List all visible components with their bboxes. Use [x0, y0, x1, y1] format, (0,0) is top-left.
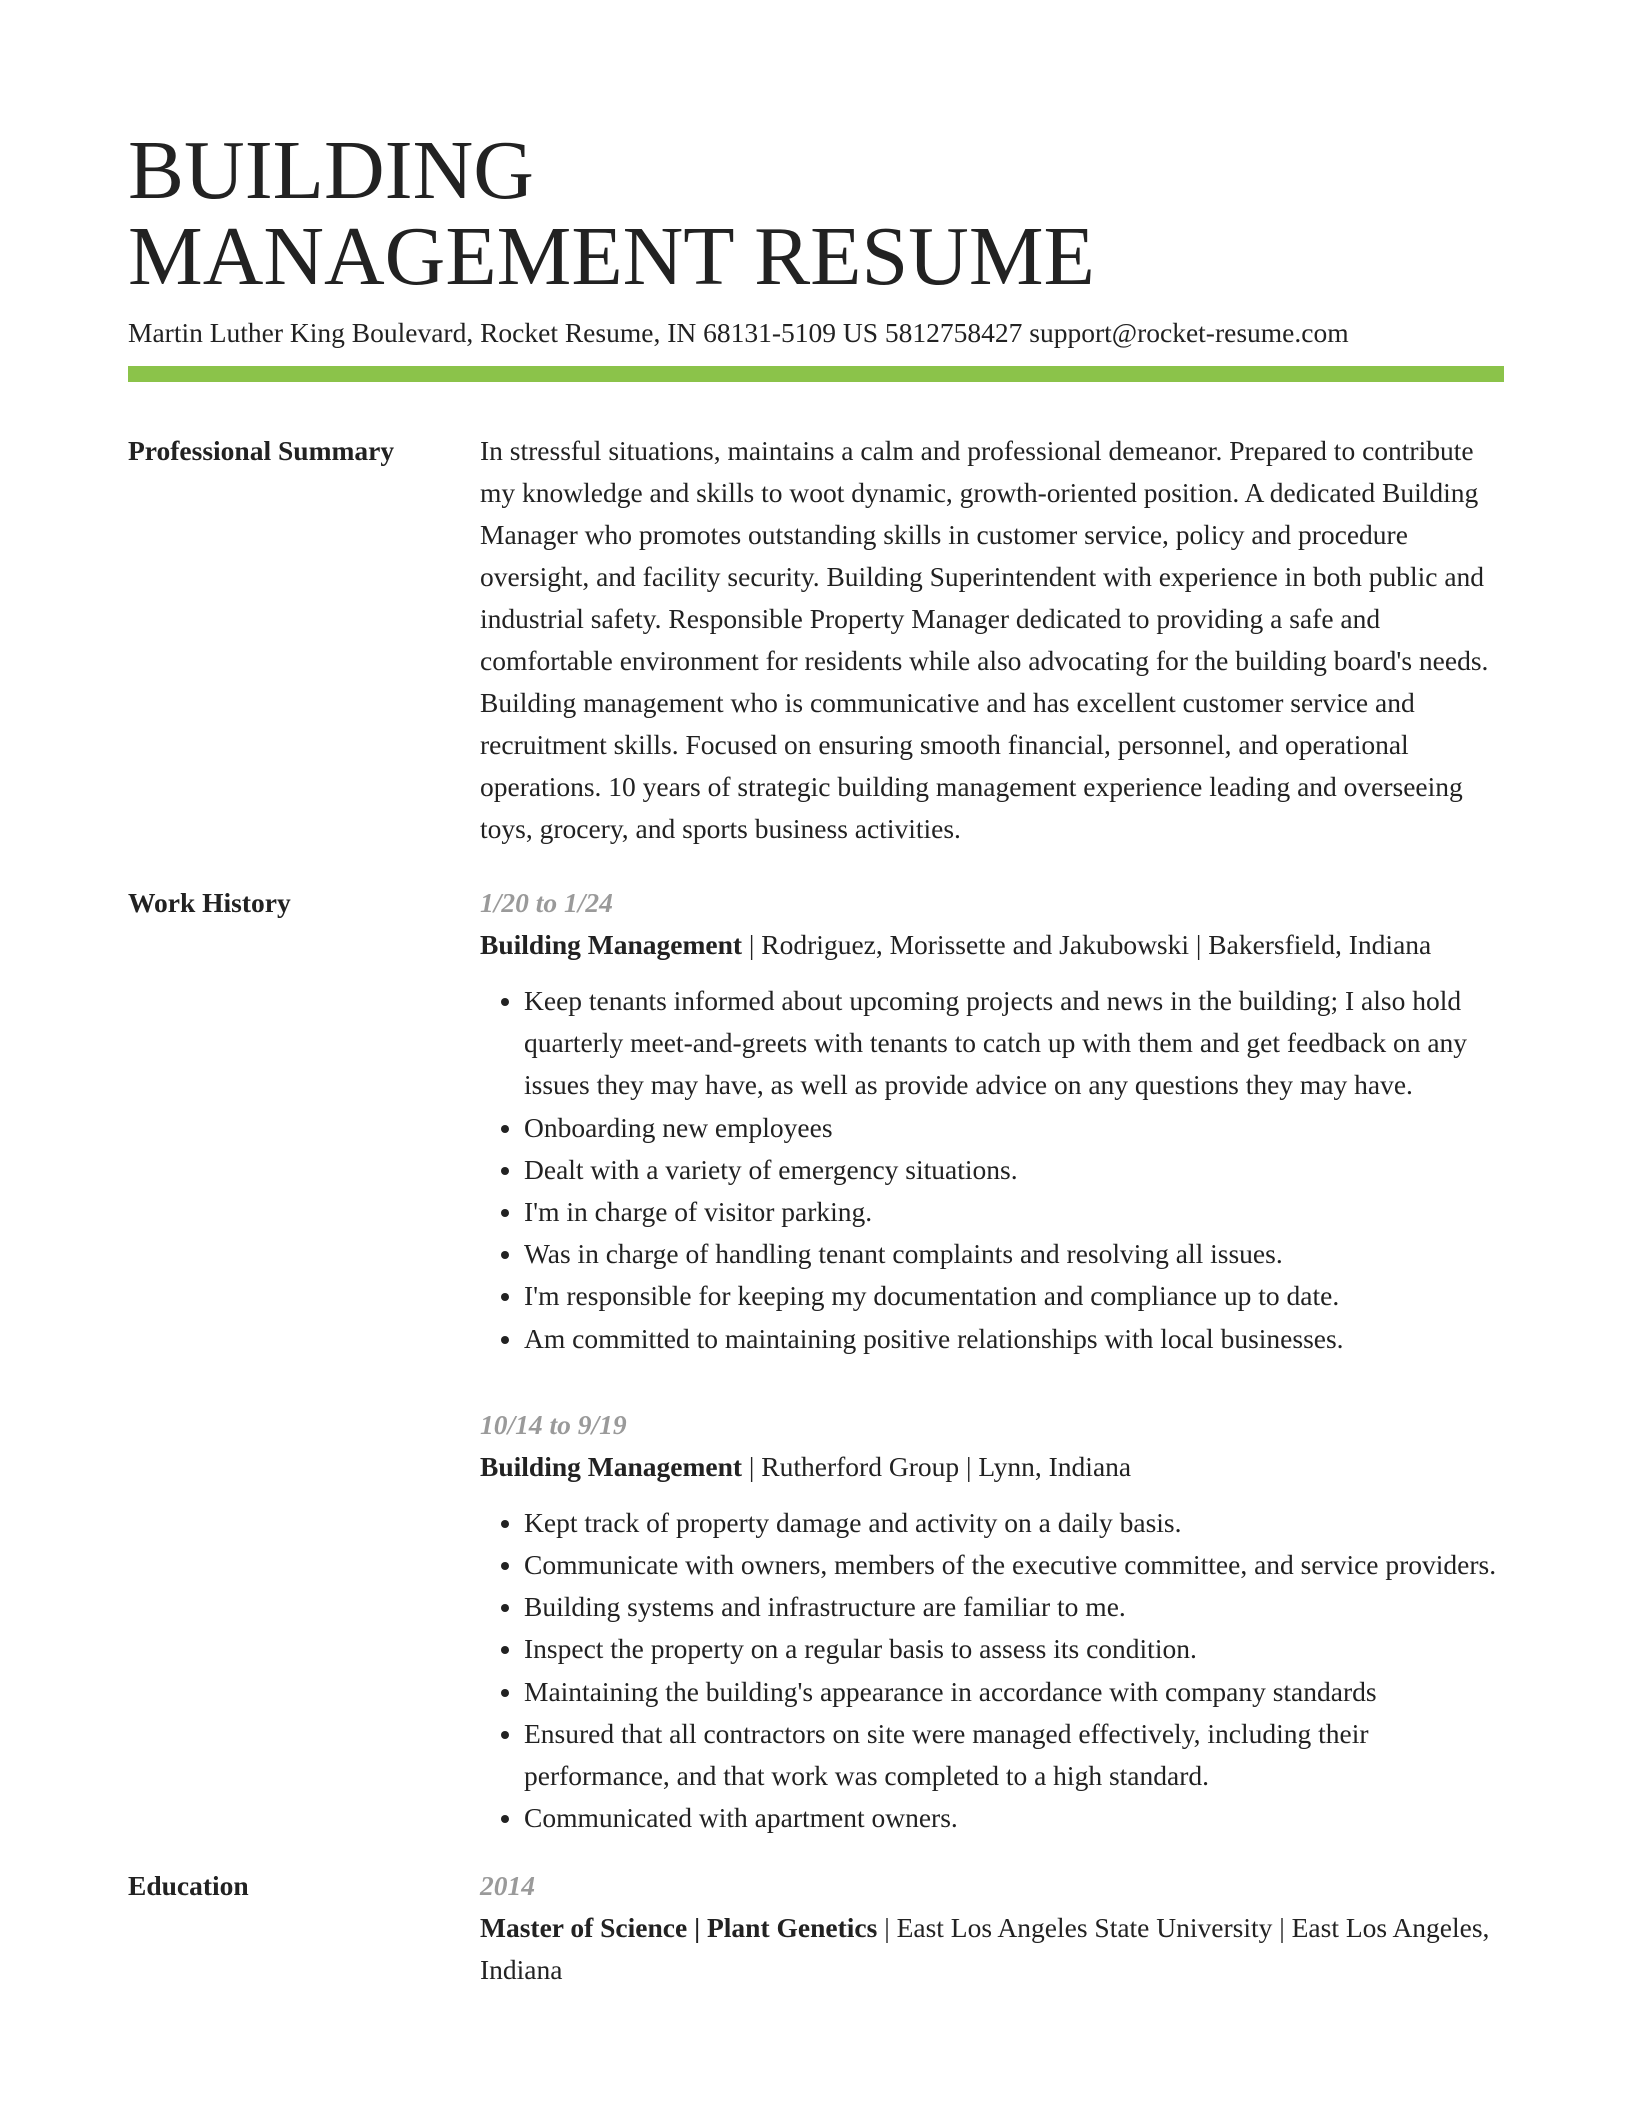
job-entry — [480, 882, 1504, 1360]
job-title: Building Management — [480, 1450, 743, 1482]
summary-text: In stressful situations, maintains a calm and professional demeanor. Prepared to contribute my knowledge and skills to woot dynamic, growth-oriented position. A dedicated Building Manager who promotes outstanding skills in customer service, policy and procedure oversight, and facility security. Building Superintendent with experience in both public and industrial safety. Responsible Property Manager dedicated to providing a safe and comfortable environment for residents while also advocating for the building board's needs. Building management who is communicative and has excellent customer service and recruitment skills. Focused on ensuring smooth financial, personnel, and operational operations. 10 years of strategic building management experience leading and overseeing toys, grocery, and sports business activities. — [480, 435, 1489, 844]
bullet-item: • Maintaining the building's appearance in accordance with company standards — [524, 1671, 1504, 1713]
bullet-item: • Onboarding new employees — [524, 1107, 1504, 1149]
education-heading — [480, 1907, 1504, 1991]
education-section — [128, 1865, 1504, 1991]
job-heading — [480, 1446, 1504, 1488]
bullet-item: • Building systems and infrastructure are familiar to me. — [524, 1586, 1504, 1628]
bullet-item: • I'm in charge of visitor parking. — [524, 1191, 1504, 1233]
title-line-2: MANAGEMENT RESUME — [128, 210, 1095, 303]
job-title: Building Management — [480, 929, 743, 960]
job-bullets — [480, 1502, 1504, 1840]
bullet-item: • Inspect the property on a regular basis to assess its condition. — [524, 1628, 1504, 1670]
bullet-item: • Am committed to maintaining positive relationships with local businesses. — [524, 1318, 1504, 1360]
bullet-item: • Dealt with a variety of emergency situations. — [524, 1149, 1504, 1191]
contact-line: Martin Luther King Boulevard, Rocket Resume, IN 68131-5109 US 5812758427 support@rocket-resume.com — [128, 317, 1349, 348]
resume-header — [128, 124, 1504, 382]
education-body — [480, 1865, 1504, 1991]
education-degree: Master of Science | Plant Genetics — [480, 1912, 878, 1944]
summary-section — [128, 430, 1504, 850]
accent-divider — [128, 366, 1504, 382]
bullet-item: • Communicated with apartment owners. — [524, 1797, 1504, 1839]
work-history-section — [128, 882, 1504, 1839]
job-bullets — [480, 980, 1504, 1360]
job-dates: 1/20 to 1/24 — [480, 887, 613, 918]
job-entry — [480, 1404, 1504, 1840]
resume-title — [128, 124, 1504, 303]
job-details: | Rutherford Group | Lynn, Indiana — [742, 1450, 1132, 1482]
work-history-body — [480, 882, 1504, 1839]
bullet-item: • Ensured that all contractors on site were managed effectively, including their performance, and that work was completed to a high standard. — [524, 1713, 1504, 1797]
education-year: 2014 — [480, 1870, 535, 1902]
section-label-work: Work History — [128, 887, 291, 918]
resume-page — [128, 124, 1504, 1991]
section-label-summary: Professional Summary — [128, 435, 395, 466]
bullet-item: • Was in charge of handling tenant complaints and resolving all issues. — [524, 1233, 1504, 1275]
education-details: | East Los Angeles State University | East Los Angeles, Indiana — [480, 1912, 1490, 1986]
job-details: | Rodriguez, Morissette and Jakubowski | Bakersfield, Indiana — [742, 929, 1432, 960]
job-dates: 10/14 to 9/19 — [480, 1408, 627, 1440]
bullet-item: • Kept track of property damage and activity on a daily basis. — [524, 1502, 1504, 1544]
bullet-item: • I'm responsible for keeping my documentation and compliance up to date. — [524, 1275, 1504, 1317]
section-label-education: Education — [128, 1870, 249, 1902]
bullet-item: • Communicate with owners, members of the executive committee, and service providers. — [524, 1544, 1504, 1586]
job-heading — [480, 924, 1504, 966]
title-line-1: BUILDING — [128, 124, 534, 217]
bullet-item: • Keep tenants informed about upcoming projects and news in the building; I also hold quarterly meet-and-greets with tenants to catch up with them and get feedback on any issues they may have, as well as provide advice on any questions they may have. — [524, 980, 1504, 1107]
